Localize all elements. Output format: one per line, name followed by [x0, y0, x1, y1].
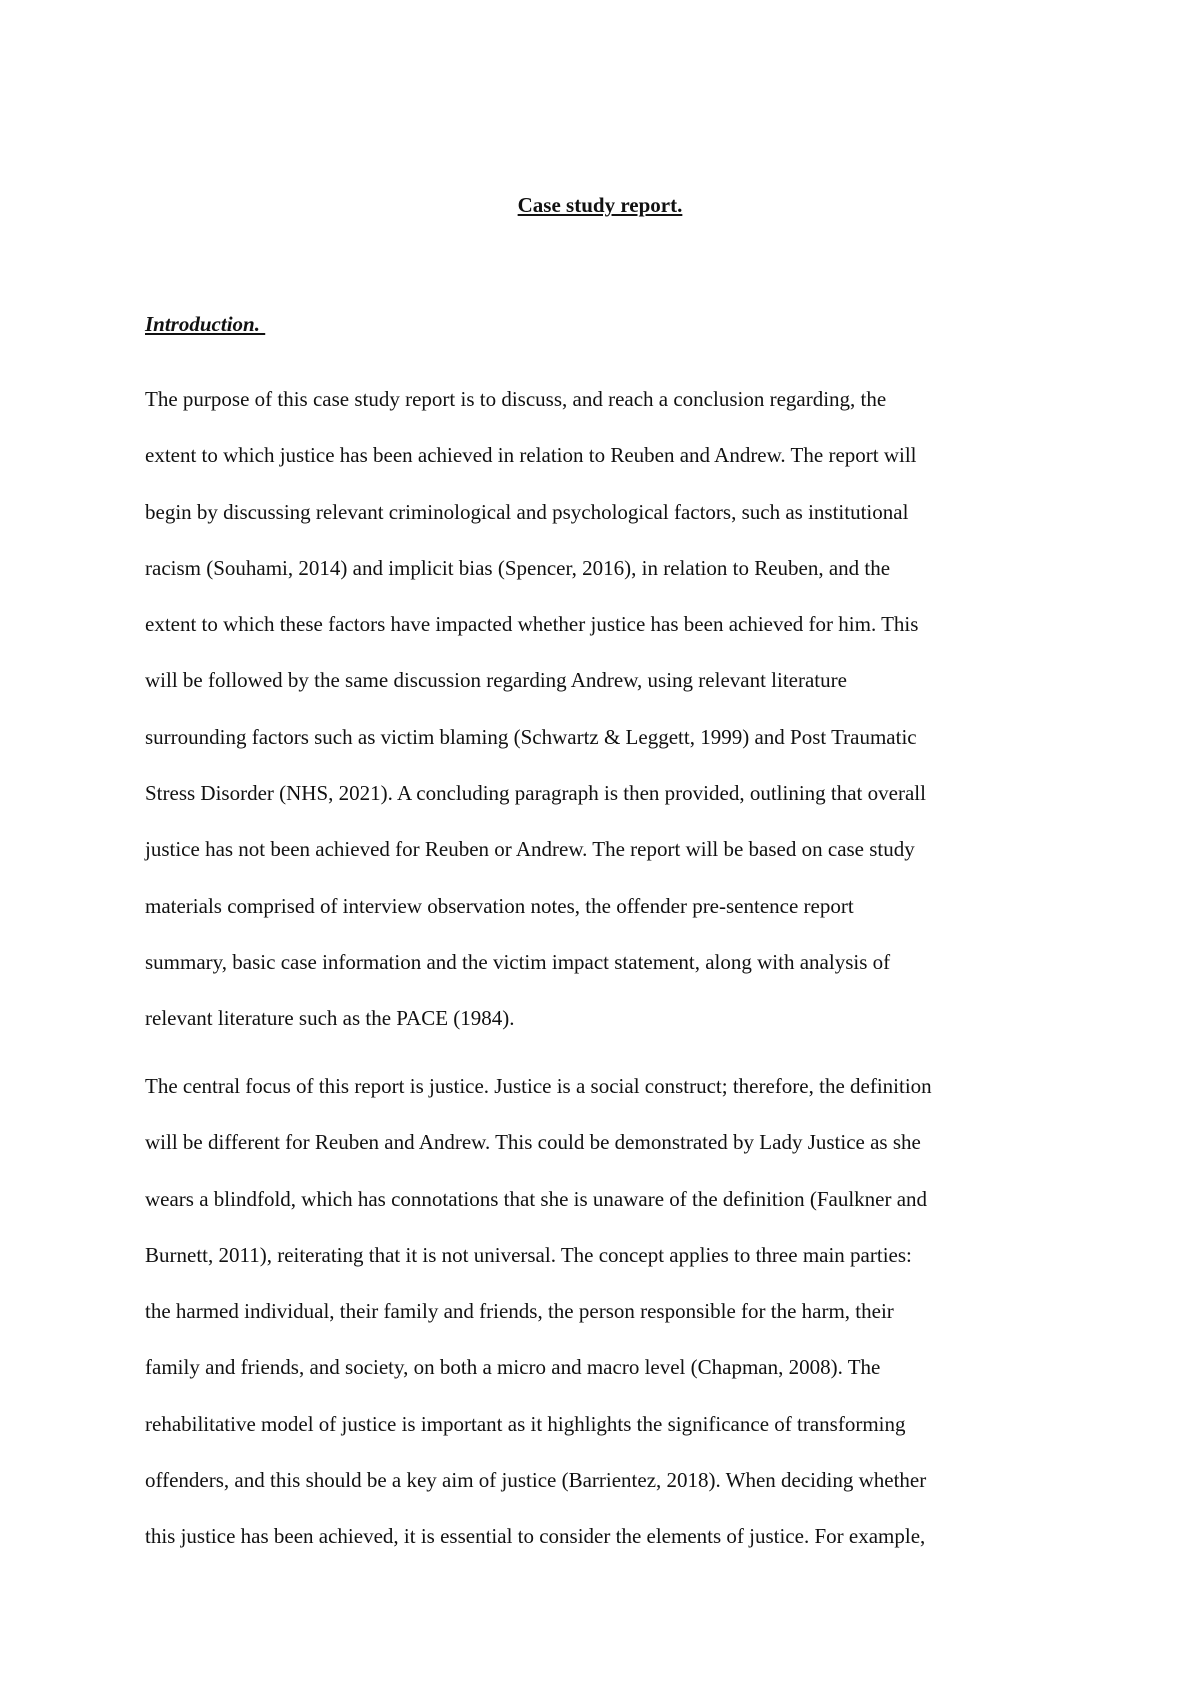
text-line: summary, basic case information and the victim impact statement, along with analysis of: [145, 949, 891, 974]
text-line: begin by discussing relevant criminological and psychological factors, such as institutional: [145, 499, 909, 524]
text-line: The purpose of this case study report is to discuss, and reach a conclusion regarding, the: [145, 387, 887, 411]
text-line: Stress Disorder (NHS, 2021). A concluding paragraph is then provided, outlining that overall: [145, 781, 926, 806]
text-line: surrounding factors such as victim blaming (Schwartz & Leggett, 1999) and Post Traumatic: [145, 724, 917, 749]
text-line: family and friends, and society, on both a micro and macro level (Chapman, 2008). The: [145, 1355, 881, 1380]
text-line: offenders, and this should be a key aim of justice (Barrientez, 2018). When deciding whether: [145, 1468, 927, 1493]
section-heading-introduction: Introduction.: [145, 312, 266, 336]
text-line: the harmed individual, their family and friends, the person responsible for the harm, their: [145, 1299, 894, 1324]
text-line: justice has not been achieved for Reuben or Andrew. The report will be based on case study: [145, 837, 915, 862]
text-line: rehabilitative model of justice is important as it highlights the significance of transforming: [145, 1411, 906, 1436]
text-line: Burnett, 2011), reiterating that it is not universal. The concept applies to three main parties:: [145, 1242, 912, 1267]
text-line: wears a blindfold, which has connotations that she is unaware of the definition (Faulkner and: [145, 1186, 928, 1211]
text-line: materials comprised of interview observation notes, the offender pre-sentence report: [145, 893, 854, 918]
paragraph-justice: [145, 1058, 1065, 1565]
text-line: this justice has been achieved, it is essential to consider the elements of justice. For example,: [145, 1524, 926, 1549]
text-line: extent to which justice has been achieved in relation to Reuben and Andrew. The report will: [145, 443, 917, 468]
text-line: relevant literature such as the PACE (1984).: [145, 1006, 515, 1031]
text-line: will be different for Reuben and Andrew. This could be demonstrated by Lady Justice as she: [145, 1130, 921, 1155]
text-line: will be followed by the same discussion regarding Andrew, using relevant literature: [145, 668, 847, 693]
text-line: The central focus of this report is justice. Justice is a social construct; therefore, the definition: [145, 1074, 932, 1098]
text-line: extent to which these factors have impacted whether justice has been achieved for him. This: [145, 612, 919, 637]
paragraph-introduction: [145, 371, 1065, 1047]
page-title: Case study report.: [517, 193, 683, 217]
text-line: racism (Souhami, 2014) and implicit bias (Spencer, 2016), in relation to Reuben, and the: [145, 555, 891, 580]
